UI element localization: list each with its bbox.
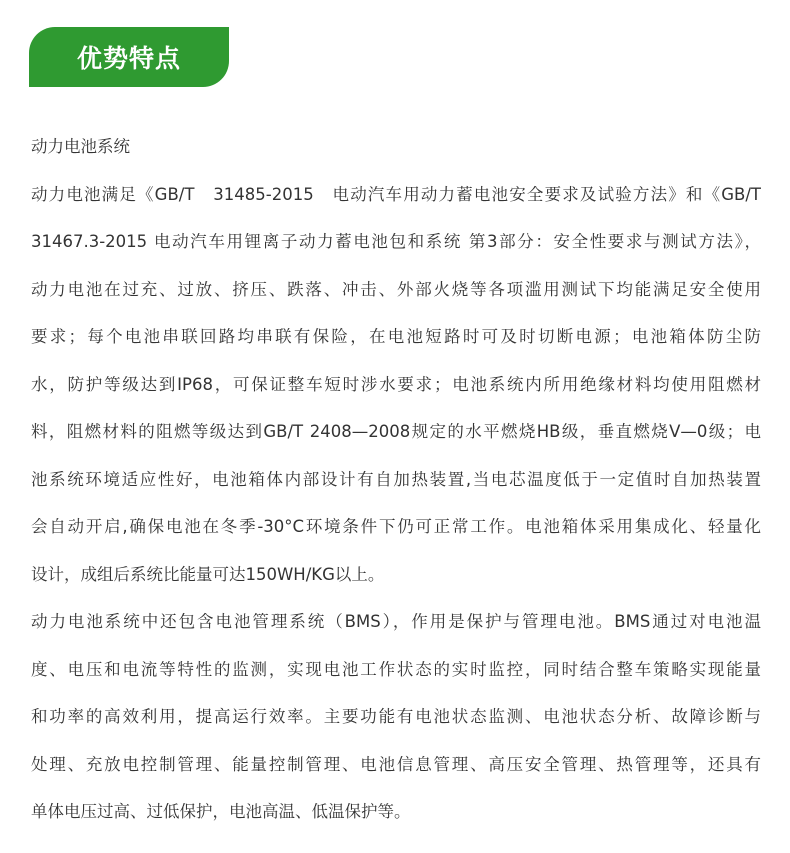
paragraph-line: 水，防护等级达到IP68，可保证整车短时涉水要求；电池系统内所用绝缘材料均使用阻燃材 [31,374,761,394]
paragraph-line: 动力电池满足《GB/T 31485-2015 电动汽车用动力蓄电池安全要求及试验方法》和《GB/T [31,184,761,204]
paragraph-line: 和功率的高效利用，提高运行效率。主要功能有电池状态监测、电池状态分析、故障诊断与 [31,707,761,726]
paragraph-line: 动力电池在过充、过放、挤压、跌落、冲击、外部火烧等各项滥用测试下均能满足安全使用 [31,279,761,299]
paragraph-bms [31,604,761,830]
paragraph-line: 料，阻燃材料的阻燃等级达到GB/T 2408—2008规定的水平燃烧HB级，垂直燃烧V—0级；电 [31,422,761,441]
article-body [31,129,761,830]
paragraph-line: 要求；每个电池串联回路均串联有保险，在电池短路时可及时切断电源；电池箱体防尘防 [31,327,761,346]
paragraph-line: 设计，成组后系统比能量可达150WH/KG以上。 [31,564,385,584]
paragraph-battery-safety [31,177,761,593]
paragraph-line: 动力电池系统中还包含电池管理系统（BMS），作用是保护与管理电池。BMS通过对电池温 [31,612,761,631]
section-heading: 动力电池系统 [31,137,130,156]
paragraph-line: 池系统环境适应性好，电池箱体内部设计有自加热装置,当电芯温度低于一定值时自加热装置 [31,469,761,489]
section-banner [29,27,229,87]
paragraph-line: 会自动开启,确保电池在冬季-30°C环境条件下仍可正常工作。电池箱体采用集成化、轻量化 [31,517,761,536]
paragraph-line: 处理、充放电控制管理、能量控制管理、电池信息管理、高压安全管理、热管理等，还具有 [31,754,761,774]
paragraph-line: 度、电压和电流等特性的监测，实现电池工作状态的实时监控，同时结合整车策略实现能量 [31,659,761,679]
paragraph-line: 31467.3-2015 电动汽车用锂离子动力蓄电池包和系统 第3部分：安全性要求与测试方法》， [31,232,761,251]
paragraph-line: 单体电压过高、过低保护，电池高温、低温保护等。 [31,802,411,821]
banner-title: 优势特点 [76,44,181,73]
